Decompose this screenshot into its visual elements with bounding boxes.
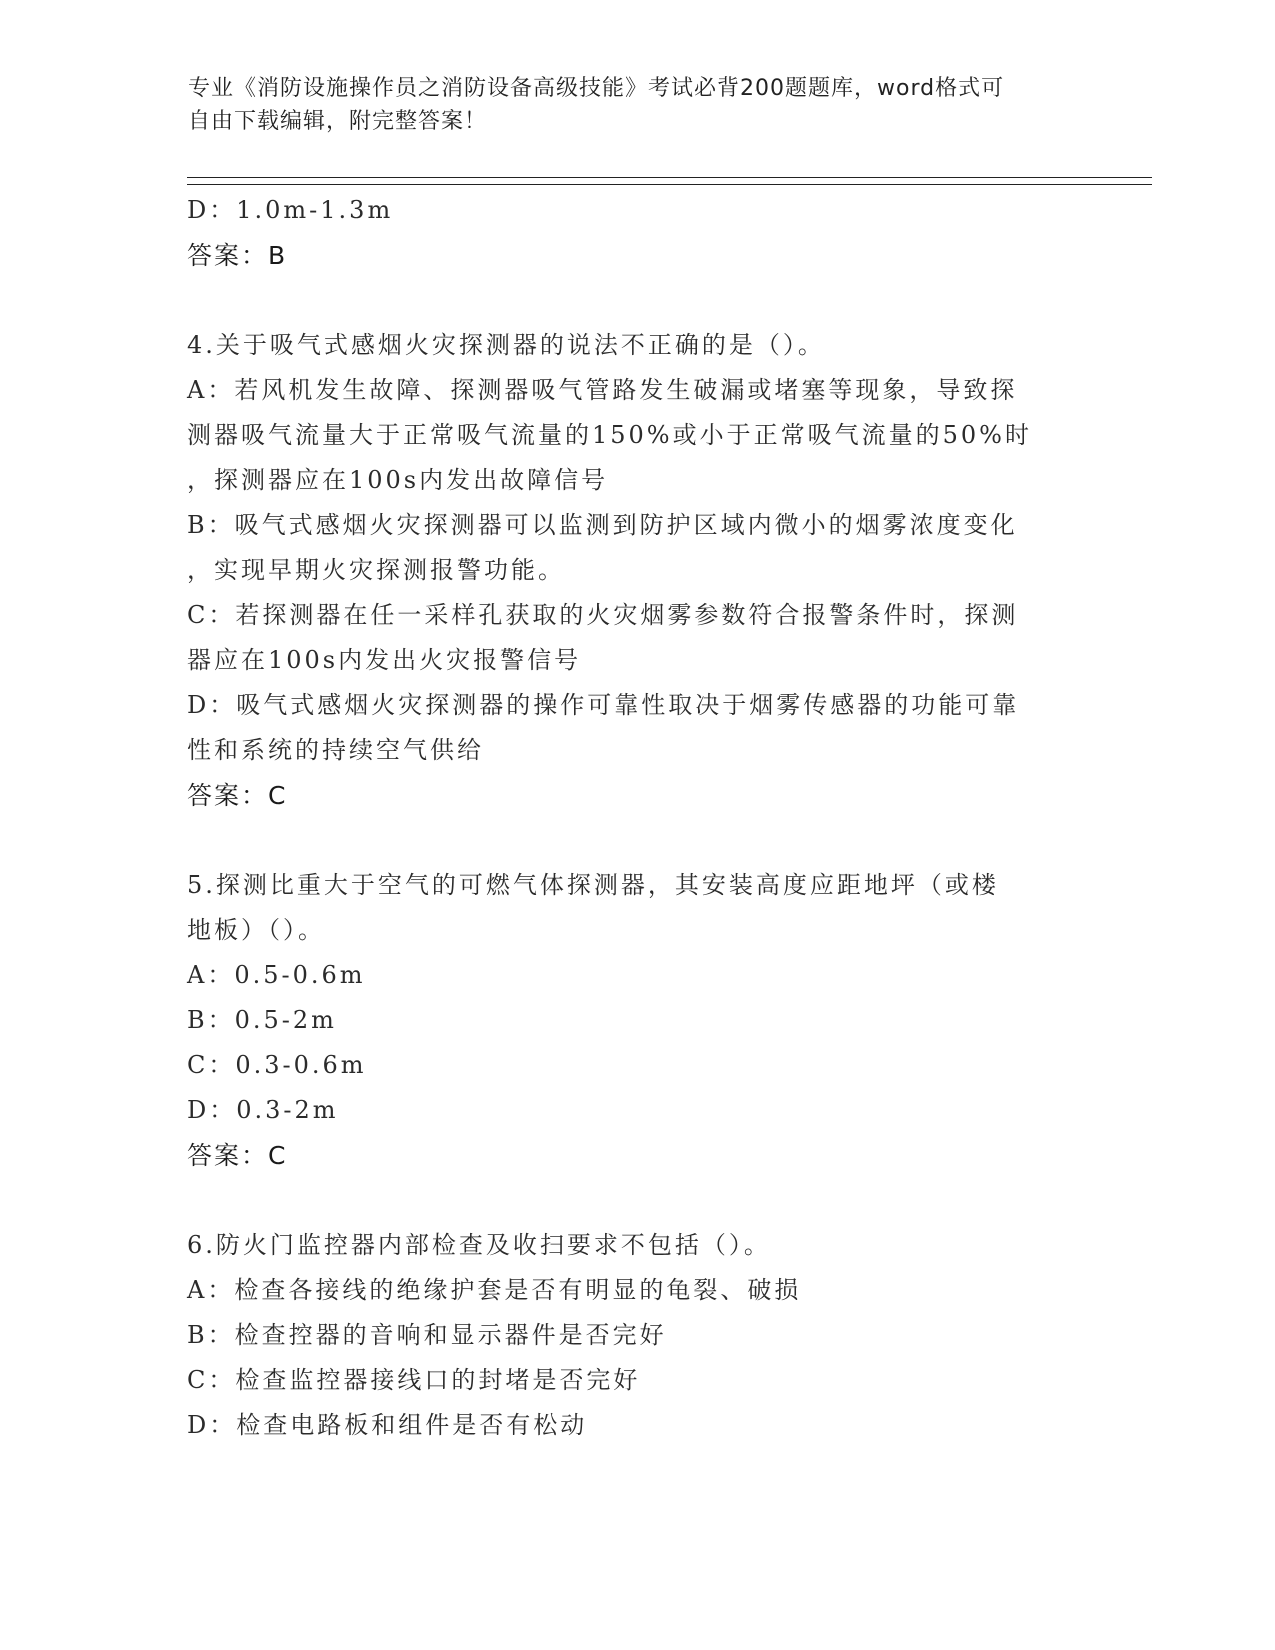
spacer	[187, 818, 1087, 863]
option-c-line-2: 器应在100s内发出火灾报警信号	[187, 646, 582, 674]
prev-option-d: D：1.0m-1.3m	[187, 196, 394, 224]
page-header	[188, 72, 1088, 138]
option-a: A：检查各接线的绝缘护套是否有明显的龟裂、破损	[187, 1276, 802, 1304]
option-c: C：0.3-0.6m	[187, 1051, 367, 1079]
question-6	[187, 1223, 1087, 1448]
header-double-rule	[187, 177, 1152, 185]
option-b: B：0.5-2m	[187, 1006, 337, 1034]
answer: 答案：C	[187, 1141, 288, 1170]
option-b: B：检查控器的音响和显示器件是否完好	[187, 1321, 667, 1349]
option-a: A：0.5-0.6m	[187, 961, 366, 989]
option-a-line-1: A：若风机发生故障、探测器吸气管路发生破漏或堵塞等现象，导致探	[187, 376, 1018, 404]
question-4	[187, 323, 1087, 818]
spacer	[187, 1178, 1087, 1223]
option-b-line-2: ，实现早期火灾探测报警功能。	[187, 556, 565, 584]
prev-answer: 答案：B	[187, 241, 288, 270]
question-stem-line-2: 地板）（）。	[187, 916, 325, 944]
option-d-line-2: 性和系统的持续空气供给	[187, 736, 484, 764]
spacer	[187, 278, 1087, 323]
option-d-line-1: D：吸气式感烟火灾探测器的操作可靠性取决于烟雾传感器的功能可靠	[187, 691, 1020, 719]
option-b-line-1: B：吸气式感烟火灾探测器可以监测到防护区域内微小的烟雾浓度变化	[187, 511, 1018, 539]
option-c: C：检查监控器接线口的封堵是否完好	[187, 1366, 641, 1394]
option-d: D：0.3-2m	[187, 1096, 339, 1124]
header-line-1: 专业《消防设施操作员之消防设备高级技能》考试必背200题题库，word格式可	[188, 76, 1005, 101]
question-stem: 6.防火门监控器内部检查及收扫要求不包括（）。	[187, 1231, 771, 1259]
question-stem-line-1: 5.探测比重大于空气的可燃气体探测器，其安装高度应距地坪（或楼	[187, 871, 999, 899]
option-d: D：检查电路板和组件是否有松动	[187, 1411, 588, 1439]
option-a-line-3: ，探测器应在100s内发出故障信号	[187, 466, 609, 494]
answer: 答案：C	[187, 781, 288, 810]
header-line-2: 自由下载编辑，附完整答案！	[188, 109, 488, 134]
question-5	[187, 863, 1087, 1178]
document-body	[187, 188, 1087, 1448]
question-stem: 4.关于吸气式感烟火灾探测器的说法不正确的是（）。	[187, 331, 825, 359]
option-a-line-2: 测器吸气流量大于正常吸气流量的150%或小于正常吸气流量的50%时	[187, 421, 1032, 449]
option-c-line-1: C：若探测器在任一采样孔获取的火灾烟雾参数符合报警条件时，探测	[187, 601, 1019, 629]
